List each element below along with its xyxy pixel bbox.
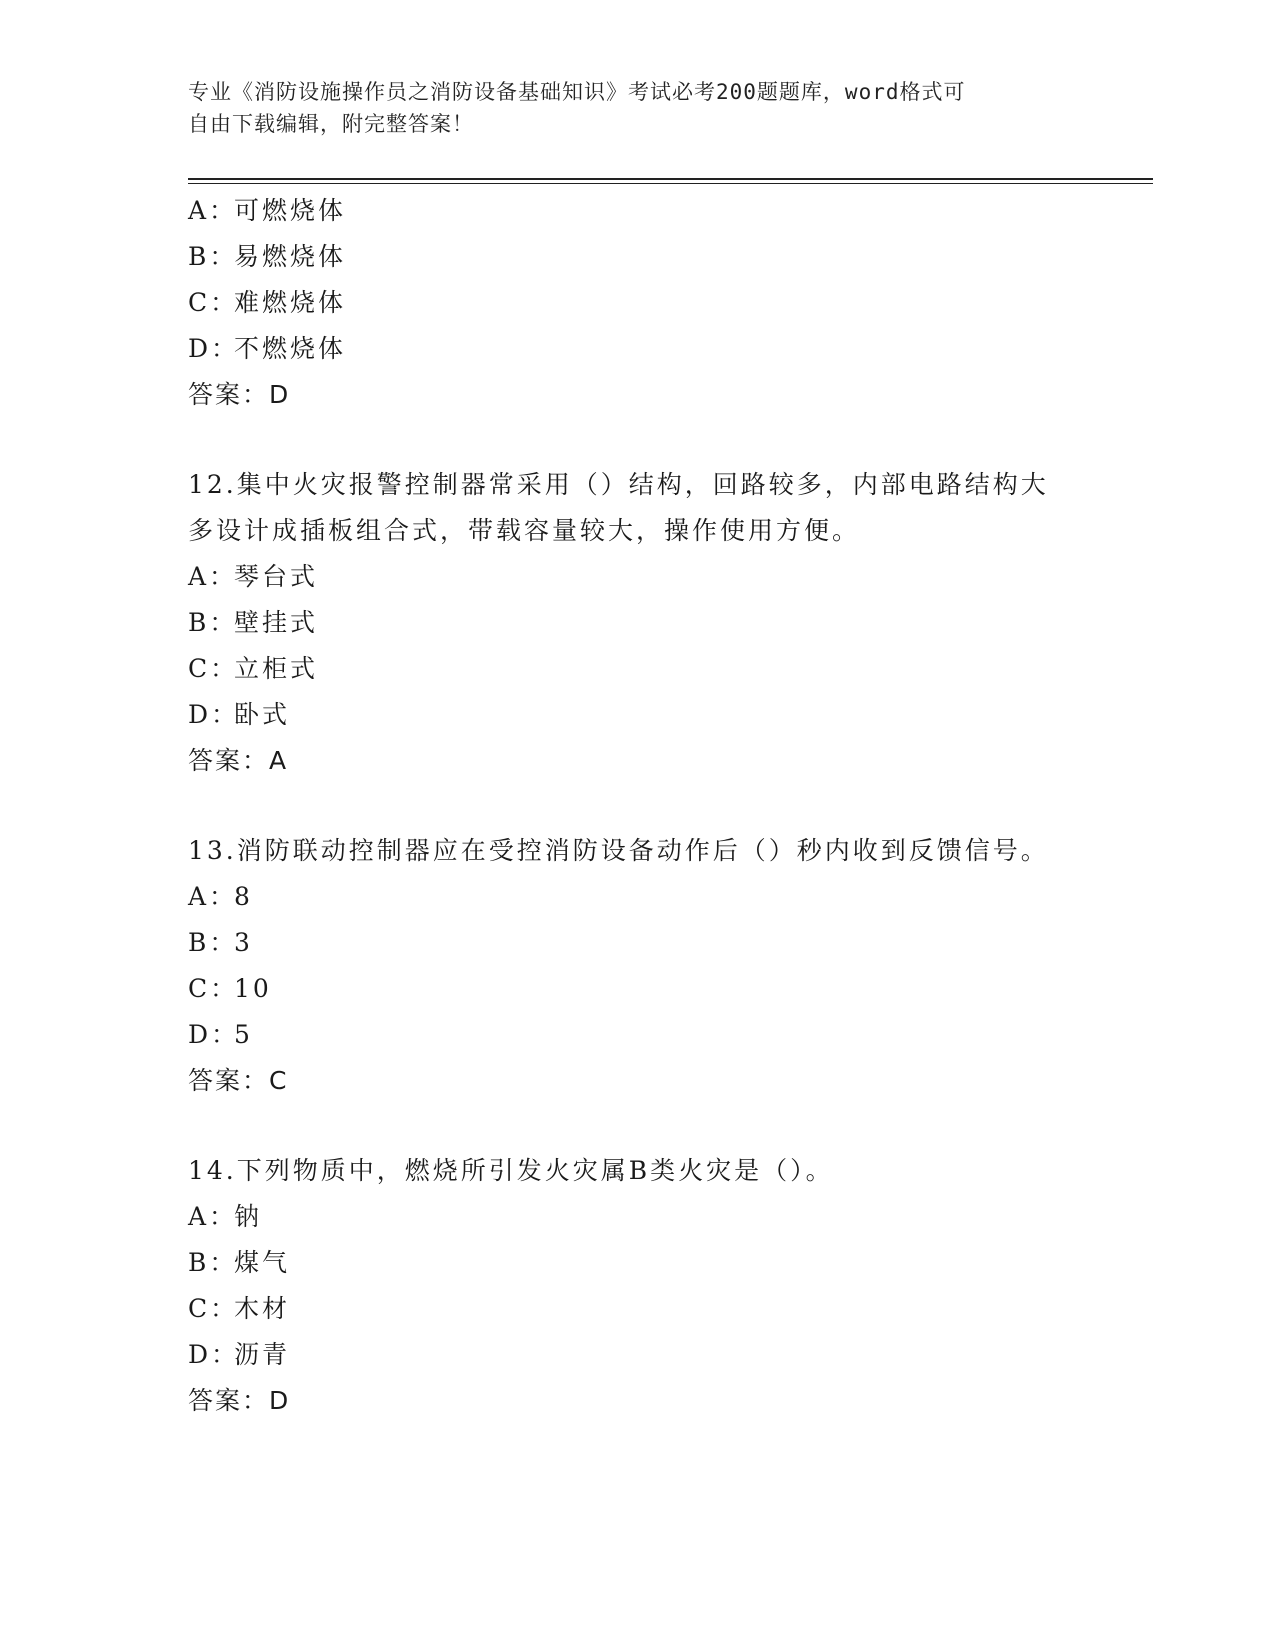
option-key: C： <box>188 654 239 683</box>
option-text: 8 <box>234 882 253 911</box>
question-text-line: 12.集中火灾报警控制器常采用（）结构，回路较多，内部电路结构大 <box>188 470 1049 499</box>
answer-line: 答案：A <box>188 746 289 775</box>
option-text: 不燃烧体 <box>234 334 347 363</box>
question-content <box>188 188 1153 1424</box>
option-text: 煤气 <box>234 1248 291 1277</box>
option-text: 壁挂式 <box>234 608 319 637</box>
option-c <box>188 1286 1153 1332</box>
option-key: A： <box>188 196 238 225</box>
option-key: B： <box>188 242 238 271</box>
option-b <box>188 920 1153 966</box>
option-b <box>188 1240 1153 1286</box>
question-12 <box>188 462 1153 784</box>
option-text: 5 <box>234 1020 253 1049</box>
question-14 <box>188 1148 1153 1424</box>
option-b <box>188 234 1153 280</box>
option-key: D： <box>188 334 240 363</box>
option-a <box>188 1194 1153 1240</box>
option-c <box>188 280 1153 326</box>
option-text: 钠 <box>234 1202 263 1231</box>
answer-line: 答案：D <box>188 1386 291 1415</box>
option-text: 易燃烧体 <box>234 242 347 271</box>
option-c <box>188 966 1153 1012</box>
option-key: B： <box>188 608 238 637</box>
option-a <box>188 554 1153 600</box>
partial-question <box>188 188 1153 418</box>
question-text-line: 13.消防联动控制器应在受控消防设备动作后（）秒内收到反馈信号。 <box>188 836 1049 865</box>
document-header <box>188 76 1088 140</box>
option-d <box>188 326 1153 372</box>
option-d <box>188 1332 1153 1378</box>
option-text: 立柜式 <box>234 654 319 683</box>
option-key: C： <box>188 974 239 1003</box>
option-key: A： <box>188 562 238 591</box>
option-a <box>188 188 1153 234</box>
option-key: D： <box>188 1020 240 1049</box>
option-d <box>188 692 1153 738</box>
question-13 <box>188 828 1153 1104</box>
option-key: C： <box>188 1294 239 1323</box>
question-text-line: 14.下列物质中，燃烧所引发火灾属B类火灾是（）。 <box>188 1156 834 1185</box>
answer-line: 答案：D <box>188 380 291 409</box>
option-key: D： <box>188 1340 240 1369</box>
header-divider-thin <box>188 183 1153 184</box>
option-text: 3 <box>234 928 253 957</box>
option-text: 难燃烧体 <box>234 288 347 317</box>
option-key: A： <box>188 882 238 911</box>
option-text: 10 <box>234 974 272 1003</box>
option-key: B： <box>188 1248 238 1277</box>
option-d <box>188 1012 1153 1058</box>
option-key: A： <box>188 1202 238 1231</box>
option-text: 琴台式 <box>234 562 319 591</box>
option-text: 可燃烧体 <box>234 196 347 225</box>
option-key: B： <box>188 928 238 957</box>
header-line-1: 专业《消防设施操作员之消防设备基础知识》考试必考200题题库，word格式可 <box>188 80 966 104</box>
option-text: 木材 <box>234 1294 291 1323</box>
question-text-line: 多设计成插板组合式，带载容量较大，操作使用方便。 <box>188 516 861 545</box>
option-text: 卧式 <box>234 700 291 729</box>
option-c <box>188 646 1153 692</box>
header-divider-thick <box>188 178 1153 180</box>
answer-line: 答案：C <box>188 1066 289 1095</box>
option-key: D： <box>188 700 240 729</box>
option-b <box>188 600 1153 646</box>
option-text: 沥青 <box>234 1340 291 1369</box>
option-a <box>188 874 1153 920</box>
header-line-2: 自由下载编辑，附完整答案！ <box>188 112 474 136</box>
option-key: C： <box>188 288 239 317</box>
